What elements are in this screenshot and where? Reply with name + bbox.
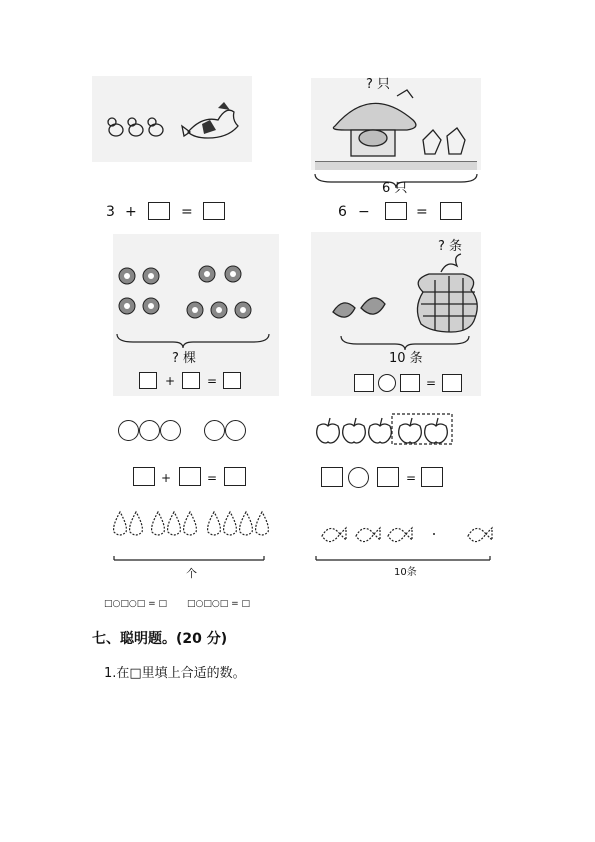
p6-operator-circle[interactable] (348, 467, 369, 488)
circle-2 (139, 420, 160, 441)
p4-answer-box-3[interactable] (442, 374, 462, 392)
small-equation-left: □○□○□ = □ (104, 599, 167, 609)
p8-total-label: 10条 (394, 567, 417, 578)
apples-picture (312, 412, 462, 448)
p6-answer-box-2[interactable] (377, 467, 399, 487)
p7-total-label: 个 (186, 567, 197, 580)
p6-answer-box-3[interactable] (421, 467, 443, 487)
small-equation-right: □○□○□ = □ (187, 599, 250, 609)
p5-answer-box-1[interactable] (133, 467, 155, 486)
p4-operator-circle[interactable] (378, 374, 396, 392)
p1-answer-box-2[interactable] (203, 202, 225, 220)
p3-answer-box-1[interactable] (139, 372, 157, 389)
p2-minus-sign: − (358, 204, 370, 220)
question-1: 1.在□里填上合适的数。 (104, 666, 246, 681)
p2-equals-sign: = (416, 204, 428, 220)
section-heading: 七、聪明题。(20 分) (92, 631, 228, 647)
p1-plus-sign: + (125, 204, 137, 220)
p2-answer-box-1[interactable] (385, 202, 407, 220)
sunflower-picture (113, 234, 279, 364)
p6-equals-sign: = (406, 471, 417, 485)
p4-total-label: 10 条 (389, 351, 423, 366)
p2-number-6: 6 (338, 204, 347, 220)
p2-total-label: 6 只 (382, 181, 408, 196)
circle-1 (118, 420, 139, 441)
mushroom-picture (311, 78, 481, 190)
p1-equals-sign: = (181, 204, 193, 220)
p3-equals-sign: = (207, 374, 218, 388)
p3-bottom-label: ? 棵 (172, 351, 197, 366)
chick-picture (92, 76, 252, 162)
p4-answer-box-1[interactable] (354, 374, 374, 392)
p1-number-3: 3 (106, 204, 115, 220)
fish-jar-picture (311, 232, 481, 362)
drops-picture (110, 506, 270, 566)
p4-top-label: ? 条 (438, 239, 463, 254)
p3-plus-sign: + (165, 374, 176, 388)
p2-answer-box-2[interactable] (440, 202, 462, 220)
p6-answer-box-1[interactable] (321, 467, 343, 487)
circle-4 (204, 420, 225, 441)
p2-top-label: ? 只 (366, 77, 391, 92)
p5-equals-sign: = (207, 471, 218, 485)
p5-plus-sign: + (161, 471, 172, 485)
p4-equals-sign: = (426, 376, 437, 390)
p3-answer-box-3[interactable] (223, 372, 241, 389)
p5-answer-box-2[interactable] (179, 467, 201, 486)
p1-answer-box-1[interactable] (148, 202, 170, 220)
circle-5 (225, 420, 246, 441)
circle-3 (160, 420, 181, 441)
p5-answer-box-3[interactable] (224, 467, 246, 486)
p3-answer-box-2[interactable] (182, 372, 200, 389)
p4-answer-box-2[interactable] (400, 374, 420, 392)
small-fish-picture (312, 508, 492, 568)
